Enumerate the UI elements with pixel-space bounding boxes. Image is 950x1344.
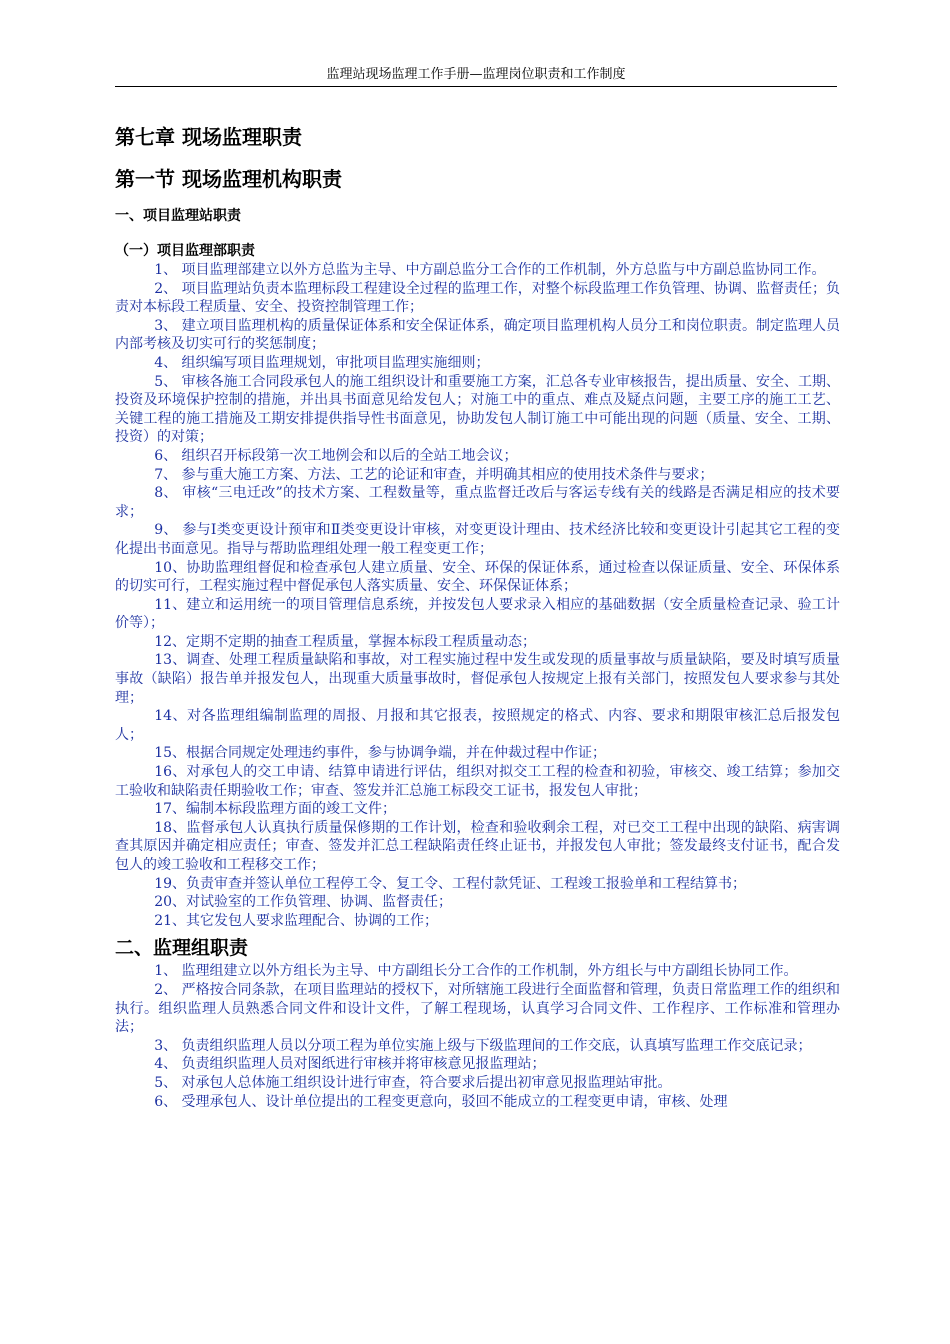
list-item: 14、对各监理组编制监理的周报、月报和其它报表，按照规定的格式、内容、要求和期限审核汇总后报发包人； (115, 708, 840, 743)
chapter-title: 第七章 现场监理职责 (115, 125, 302, 149)
header-rule (115, 86, 837, 87)
part2-duty-list (115, 962, 840, 1111)
section-title: 第一节 现场监理机构职责 (115, 167, 342, 191)
list-item: 4、 组织编写项目监理规划，审批项目监理实施细则； (154, 354, 490, 371)
part2-title: 二、监理组职责 (115, 937, 249, 960)
list-item: 8、 审核“三电迁改”的技术方案、工程数量等，重点监督迁改后与客运专线有关的线路是否满足相应的技术要求； (115, 485, 840, 520)
list-item: 11、建立和运用统一的项目管理信息系统，并按发包人要求录入相应的基础数据（安全质量检查记录、验工计价等）； (115, 596, 840, 632)
list-item: 9、 参与Ⅰ类变更设计预审和Ⅱ类变更设计审核，对变更设计理由、技术经济比较和变更设计引起其它工程的变化提出书面意见。指导与帮助监理组处理一般工程变更工作； (115, 522, 840, 557)
running-header: 监理站现场监理工作手册—监理岗位职责和工作制度 (326, 67, 626, 82)
list-item: 4、 负责组织监理人员对图纸进行审核并将审核意见报监理站； (154, 1056, 546, 1073)
list-item: 1、 监理组建立以外方组长为主导、中方副组长分工合作的工作机制，外方组长与中方副组长协同工作。 (154, 963, 798, 980)
list-item: 3、 建立项目监理机构的质量保证体系和安全保证体系，确定项目监理机构人员分工和岗位职责。制定监理人员内部考核及切实可行的奖惩制度； (115, 317, 840, 353)
list-item: 2、 项目监理站负责本监理标段工程建设全过程的监理工作，对整个标段监理工作负管理、协调、监督责任；负责对本标段工程质量、安全、投资控制管理工作； (115, 280, 840, 316)
list-item: 21、其它发包人要求监理配合、协调的工作； (154, 912, 439, 929)
document-body (115, 122, 840, 1111)
list-item: 12、定期不定期的抽查工程质量，掌握本标段工程质量动态； (154, 633, 537, 650)
list-item: 20、对试验室的工作负管理、协调、监督责任； (154, 894, 453, 911)
list-item: 5、 对承包人总体施工组织设计进行审查，符合要求后提出初审意见报监理站审批。 (154, 1074, 672, 1091)
list-item: 15、根据合同规定处理违约事件，参与协调争端，并在仲裁过程中作证； (154, 745, 607, 762)
part1-title: 一、项目监理站职责 (115, 208, 241, 224)
list-item: 2、 严格按合同条款，在项目监理站的授权下，对所辖施工段进行全面监督和管理，负责日常监理工作的组织和执行。组织监理人员熟悉合同文件和设计文件，了解工程现场，认真学习合同文件、工作程序、工作标准和管理办法； (115, 981, 840, 1036)
part1-subtitle: （一）项目监理部职责 (115, 243, 255, 259)
list-item: 5、 审核各施工合同段承包人的施工组织设计和重要施工方案，汇总各专业审核报告，提出质量、安全、工期、投资及环境保护控制的措施，并出具书面意见给发包人；对施工中的重点、难点及疑点问题，主要工序的施工工艺、关键工程的施工措施及工期安排提供指导性书面意见，协助发包人制订施工中可能出现的问题（质量、安全、工期、投资）的对策； (115, 373, 840, 446)
list-item: 6、 受理承包人、设计单位提出的工程变更意向，驳回不能成立的工程变更申请，审核、处理 (154, 1093, 728, 1110)
list-item: 7、 参与重大施工方案、方法、工艺的论证和审查，并明确其相应的使用技术条件与要求； (154, 466, 714, 483)
list-item: 3、 负责组织监理人员以分项工程为单位实施上级与下级监理间的工作交底，认真填写监理工作交底记录； (154, 1037, 812, 1054)
list-item: 18、监督承包人认真执行质量保修期的工作计划，检查和验收剩余工程，对已交工工程中出现的缺陷、病害调查其原因并确定相应责任；审查、签发并汇总工程缺陷责任终止证书，并报发包人审批；签发最终支付证书，配合发包人的竣工验收和工程移交工作； (115, 819, 840, 873)
list-item: 13、调查、处理工程质量缺陷和事故，对工程实施过程中发生或发现的质量事故与质量缺陷，要及时填写质量事故（缺陷）报告单并报发包人，出现重大质量事故时，督促承包人按规定上报有关部门，按照发包人要求参与其处理； (115, 652, 840, 706)
list-item: 16、对承包人的交工申请、结算申请进行评估，组织对拟交工工程的检查和初验，审核交、竣工结算；参加交工验收和缺陷责任期验收工作；审查、签发并汇总施工标段交工证书，报发包人审批； (115, 764, 840, 799)
list-item: 1、 项目监理部建立以外方总监为主导、中方副总监分工合作的工作机制，外方总监与中方副总监协同工作。 (154, 262, 826, 278)
list-item: 6、 组织召开标段第一次工地例会和以后的全站工地会议； (154, 447, 518, 464)
list-item: 10、协助监理组督促和检查承包人建立质量、安全、环保的保证体系，通过检查以保证质量、安全、环保体系的切实可行，工程实施过程中督促承包人落实质量、安全、环保保证体系； (115, 559, 840, 595)
list-item: 19、负责审查并签认单位工程停工令、复工令、工程付款凭证、工程竣工报验单和工程结算书； (154, 875, 746, 892)
list-item: 17、编制本标段监理方面的竣工文件； (154, 801, 397, 818)
part1-duty-list (115, 261, 840, 930)
